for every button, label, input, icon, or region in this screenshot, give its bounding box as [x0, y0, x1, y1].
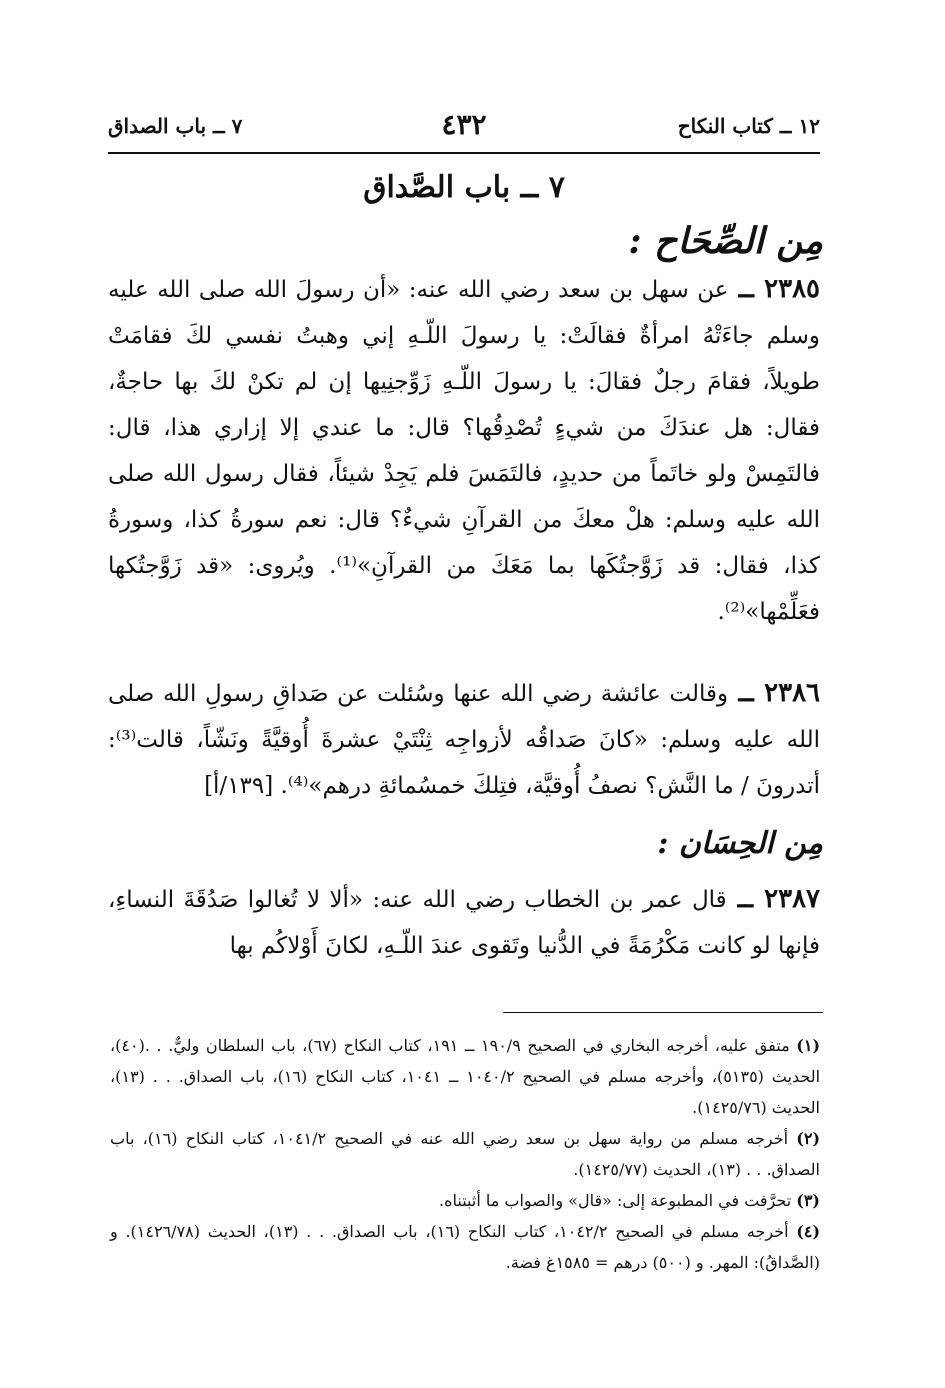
footnotes	[110, 1030, 820, 1278]
hadith-dash: ــ	[726, 884, 765, 914]
footnote-text: أخرجه مسلم في الصحيح ١٠٤٢/٢، كتاب النكاح (١٦)، باب الصداق. . . (١٣)، الحديث (١٤٢٦/٧٨). و (الصَّداقُ): المهر. و (٥٠٠) درهم = ١٥٨٥غ فضة.	[110, 1222, 820, 1272]
hadith-dash: ــ	[728, 678, 765, 708]
hadith-number: ٢٣٨٧	[764, 884, 821, 914]
header-book-title: ١٢ ــ كتاب النكاح	[677, 114, 820, 138]
hadith-text: قال عمر بن الخطاب رضي الله عنه: «ألا لا تُغالوا صَدُقَةَ النساءِ، فإنها لو كانت مَكْرُمَةً في الدُّنيا وتَقوى عندَ اللّـهِ، لكانَ أَوْلاكُم بها	[108, 887, 820, 959]
hadith-paragraph	[108, 876, 820, 969]
hadith-text: وقالت عائشة رضي الله عنها وسُئلت عن صَداقِ رسولِ الله صلى الله عليه وسلم: «كانَ صَداقُه لأزواجِه ثِنْتَيْ عشرةَ أُوقيَّةً ونَشّاً، قالت⁽³⁾: أتدرونَ / ما النَّش؟ نصفُ أُوقيَّة، فتِلكَ خمسُمائةِ درهم»⁽⁴⁾. [١٣٩/أ]	[108, 681, 820, 799]
hadith-number: ٢٣٨٦	[764, 678, 821, 708]
hadith-text: عن سهل بن سعد رضي الله عنه: «أن رسولَ الله صلى الله عليه وسلم جاءَتْهُ امرأةٌ فقالَتْ: يا رسولَ اللّـهِ إني وهبتُ نفسي لكَ فقامَتْ طويلاً، فقامَ رجلٌ فقالَ: يا رسولَ اللّـهِ زَوِّجنِيها إن لم تكنْ لكَ بها حاجةٌ، فقال: هل عندَكَ من شيءٍ تُصْدِقُها؟ قال: ما عندي إلا إزاري هذا، قال: فالتَمِسْ ولو خاتَماً من حديدٍ، فالتَمَسَ فلم يَجِدْ شيئاً، فقال رسول الله صلى الله عليه وسلم: هلْ معكَ من القرآنِ شيءٌ؟ قال: نعم سورةُ كذا، وسورةُ كذا، فقال: قد زَوَّجتُكَها بما مَعَكَ من القرآنِ»⁽¹⁾. ويُروى: «قد زَوَّجتُكها فعَلِّمْها»⁽²⁾.	[108, 277, 820, 625]
running-header	[108, 108, 820, 150]
footnote	[110, 1185, 820, 1216]
hadith-dash: ــ	[728, 274, 765, 304]
footnote	[110, 1123, 820, 1185]
footnote-number: (٤)	[796, 1222, 821, 1241]
footnote-text: أخرجه مسلم من رواية سهل بن سعد رضي الله عنه في الصحيح ١٠٤١/٢، كتاب النكاح (١٦)، باب الصداق. . . (١٣)، الحديث (١٤٢٥/٧٧).	[110, 1129, 820, 1179]
header-divider	[108, 152, 820, 154]
section-label-hisan: مِن الحِسَان :	[657, 826, 823, 861]
header-chapter-title: ٧ ــ باب الصداق	[108, 114, 243, 138]
footnote-number: (٣)	[796, 1191, 820, 1210]
hadith-number: ٢٣٨٥	[764, 274, 821, 304]
footnote	[110, 1216, 820, 1278]
page-number: ٤٣٢	[441, 108, 487, 141]
footnote-number: (١)	[796, 1036, 821, 1055]
section-label-sahih: مِن الصِّحَاح :	[628, 220, 823, 262]
footnote-text: متفق عليه، أخرجه البخاري في الصحيح ١٩٠/٩ ــ ١٩١، كتاب النكاح (٦٧)، باب السلطان وليٌّ. . .(٤٠)، الحديث (٥١٣٥)، وأخرجه مسلم في الصحيح ١٠٤٠/٢ ــ ١٠٤١، كتاب النكاح (١٦)، باب الصداق. . . (١٣)، الحديث (١٤٢٥/٧٦).	[110, 1036, 821, 1117]
footnote	[110, 1030, 820, 1123]
hadith-paragraph	[108, 670, 820, 809]
footnote-text: تحرَّفت في المطبوعة إلى: «قال» والصواب ما أثبتناه.	[439, 1191, 792, 1210]
footnote-number: (٢)	[796, 1129, 821, 1148]
footnote-divider	[503, 1012, 823, 1013]
chapter-title: ٧ ــ باب الصَّداق	[363, 170, 565, 205]
hadith-paragraph	[108, 266, 820, 635]
